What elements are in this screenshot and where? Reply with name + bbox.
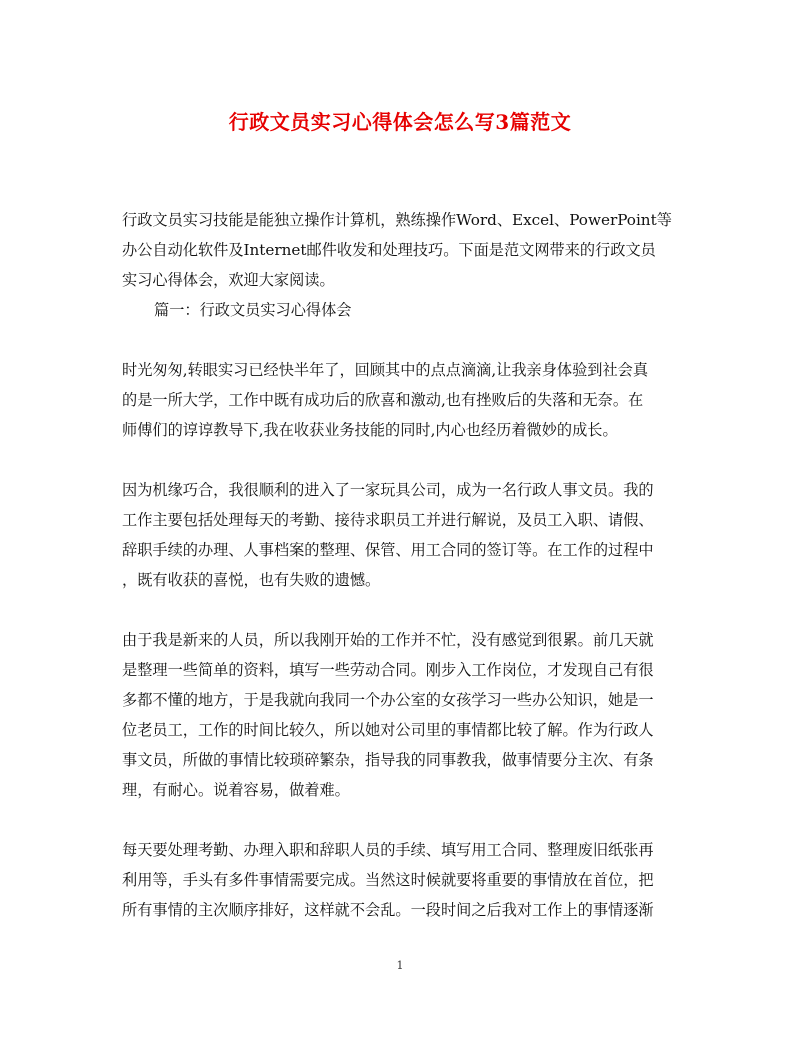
- intro-paragraph: [122, 205, 672, 295]
- paragraph-line: ，既有收获的喜悦，也有失败的遗憾。: [122, 571, 381, 589]
- paragraph-line: 事文员，所做的事情比较琐碎繁杂，指导我的同事教我，做事情要分主次、有条: [122, 751, 654, 769]
- paragraph-line: 利用等，手头有多件事情需要完成。当然这时候就要将重要的事情放在首位，把: [122, 871, 654, 889]
- paragraph-line: 时光匆匆,转眼实习已经快半年了，回顾其中的点点滴滴,让我亲身体验到社会真: [122, 361, 649, 379]
- paragraph-line: 所有事情的主次顺序排好，这样就不会乱。一段时间之后我对工作上的事情逐渐: [122, 901, 654, 919]
- paragraph-line: 每天要处理考勤、办理入职和辞职人员的手续、填写用工合同、整理废旧纸张再: [122, 841, 654, 859]
- paragraph-line: 是整理一些简单的资料，填写一些劳动合同。刚步入工作岗位，才发现自己有很: [122, 661, 654, 679]
- paragraph-line: 由于我是新来的人员，所以我刚开始的工作并不忙，没有感觉到很累。前几天就: [122, 631, 654, 649]
- paragraph-line: 多都不懂的地方，于是我就向我同一个办公室的女孩学习一些办公知识，她是一: [122, 691, 654, 709]
- section-heading: 篇一：行政文员实习心得体会: [154, 301, 352, 319]
- intro-line: 实习心得体会，欢迎大家阅读。: [122, 271, 335, 289]
- intro-line: 办公自动化软件及Internet邮件收发和处理技巧。下面是范文网带来的行政文员: [122, 241, 656, 259]
- body-paragraph: [122, 835, 672, 925]
- body-paragraph: [122, 475, 672, 595]
- page-number: 1: [396, 959, 404, 972]
- paragraph-line: 位老员工，工作的时间比较久，所以她对公司里的事情都比较了解。作为行政人: [122, 721, 654, 739]
- paragraph-line: 师傅们的谆谆教导下,我在收获业务技能的同时,内心也经历着微妙的成长。: [122, 421, 618, 439]
- paragraph-line: 理，有耐心。说着容易，做着难。: [122, 781, 350, 799]
- paragraph-line: 的是一所大学，工作中既有成功后的欣喜和激动,也有挫败后的失落和无奈。在: [122, 391, 644, 409]
- body-paragraph: [122, 355, 672, 445]
- paragraph-line: 因为机缘巧合，我很顺利的进入了一家玩具公司，成为一名行政人事文员。我的: [122, 481, 654, 499]
- paragraph-line: 工作主要包括处理每天的考勤、接待求职员工并进行解说，及员工入职、请假、: [122, 511, 654, 529]
- intro-line: 行政文员实习技能是能独立操作计算机，熟练操作Word、Excel、PowerPoint等: [122, 211, 672, 229]
- body-paragraph: [122, 625, 672, 805]
- document-body: [122, 205, 672, 925]
- paragraph-line: 辞职手续的办理、人事档案的整理、保管、用工合同的签订等。在工作的过程中: [122, 541, 654, 559]
- document-title: 行政文员实习心得体会怎么写3篇范文: [228, 110, 572, 134]
